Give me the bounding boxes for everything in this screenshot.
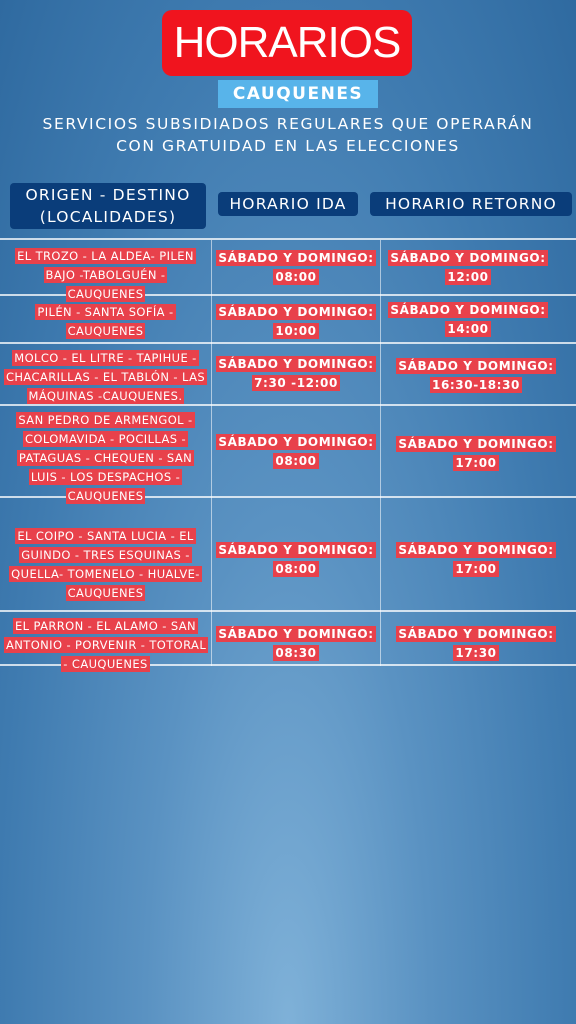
- departure-days: SÁBADO Y DOMINGO:: [218, 627, 374, 641]
- column-divider: [211, 240, 212, 666]
- title-banner: [162, 10, 412, 76]
- return-time: 16:30-18:30: [432, 378, 520, 392]
- route-label: SAN PEDRO DE ARMENGOL - COLOMAVIDA - POCILLAS - PATAGUAS - CHEQUEN - SAN LUIS - LOS DESPACHOS - CAUQUENES: [18, 413, 193, 503]
- return-days: SÁBADO Y DOMINGO:: [398, 437, 554, 451]
- route-cell: [4, 410, 207, 505]
- row-divider: [0, 238, 576, 240]
- return-cell: [390, 356, 562, 394]
- departure-cell: [213, 624, 379, 662]
- departure-cell: [213, 248, 379, 286]
- departure-days: SÁBADO Y DOMINGO:: [218, 305, 374, 319]
- intro-text: [0, 113, 576, 157]
- departure-cell: [213, 354, 379, 392]
- route-cell: [4, 526, 207, 602]
- column-header-origin-line-1: ORIGEN - DESTINO: [25, 186, 191, 204]
- intro-line-2: CON GRATUIDAD EN LAS ELECCIONES: [116, 137, 460, 155]
- row-divider: [0, 342, 576, 344]
- return-cell: [390, 624, 562, 662]
- return-time: 12:00: [447, 270, 489, 284]
- return-cell: [382, 248, 554, 286]
- column-header-return: HORARIO RETORNO: [370, 192, 572, 216]
- departure-cell: [213, 432, 379, 470]
- route-cell: [4, 616, 207, 673]
- column-header-origin: [10, 183, 206, 229]
- return-days: SÁBADO Y DOMINGO:: [398, 543, 554, 557]
- column-header-departure: HORARIO IDA: [218, 192, 358, 216]
- return-time: 14:00: [447, 322, 489, 336]
- route-label: EL PARRON - EL ALAMO - SAN ANTONIO - PORVENIR - TOTORAL - CAUQUENES: [6, 619, 207, 671]
- route-cell: [4, 246, 207, 303]
- departure-time: 08:00: [275, 454, 317, 468]
- departure-days: SÁBADO Y DOMINGO:: [218, 357, 374, 371]
- route-label: EL TROZO - LA ALDEA- PILEN BAJO -TABOLGUÉN - CAUQUENES: [17, 249, 194, 301]
- return-days: SÁBADO Y DOMINGO:: [390, 251, 546, 265]
- departure-days: SÁBADO Y DOMINGO:: [218, 435, 374, 449]
- page-subtitle: CAUQUENES: [232, 84, 364, 104]
- return-time: 17:00: [455, 562, 497, 576]
- column-header-origin-line-2: (LOCALIDADES): [39, 208, 177, 226]
- departure-time: 08:00: [275, 270, 317, 284]
- subtitle-banner: [218, 80, 378, 108]
- return-days: SÁBADO Y DOMINGO:: [398, 359, 554, 373]
- return-time: 17:00: [455, 456, 497, 470]
- return-time: 17:30: [455, 646, 497, 660]
- return-cell: [390, 540, 562, 578]
- departure-time: 08:00: [275, 562, 317, 576]
- departure-cell: [213, 302, 379, 340]
- departure-time: 08:30: [275, 646, 317, 660]
- departure-time: 10:00: [275, 324, 317, 338]
- return-days: SÁBADO Y DOMINGO:: [398, 627, 554, 641]
- route-label: EL COIPO - SANTA LUCIA - EL GUINDO - TRES ESQUINAS - QUELLA- TOMENELO - HUALVE- CAUQUENES: [11, 529, 200, 600]
- return-cell: [382, 300, 554, 338]
- departure-cell: [213, 540, 379, 578]
- intro-line-1: SERVICIOS SUBSIDIADOS REGULARES QUE OPERARÁN: [42, 115, 534, 133]
- departure-time: 7:30 -12:00: [254, 376, 338, 390]
- return-cell: [390, 434, 562, 472]
- departure-days: SÁBADO Y DOMINGO:: [218, 251, 374, 265]
- row-divider: [0, 610, 576, 612]
- route-label: MOLCO - EL LITRE - TAPIHUE - CHACARILLAS - EL TABLÓN - LAS MÁQUINAS -CAUQUENES.: [5, 351, 206, 403]
- departure-days: SÁBADO Y DOMINGO:: [218, 543, 374, 557]
- route-cell: [20, 302, 191, 340]
- route-cell: [2, 348, 209, 405]
- column-divider: [380, 240, 381, 666]
- return-days: SÁBADO Y DOMINGO:: [390, 303, 546, 317]
- route-label: PILÉN - SANTA SOFÍA - CAUQUENES: [37, 305, 174, 338]
- page-title: HORARIOS: [173, 18, 401, 67]
